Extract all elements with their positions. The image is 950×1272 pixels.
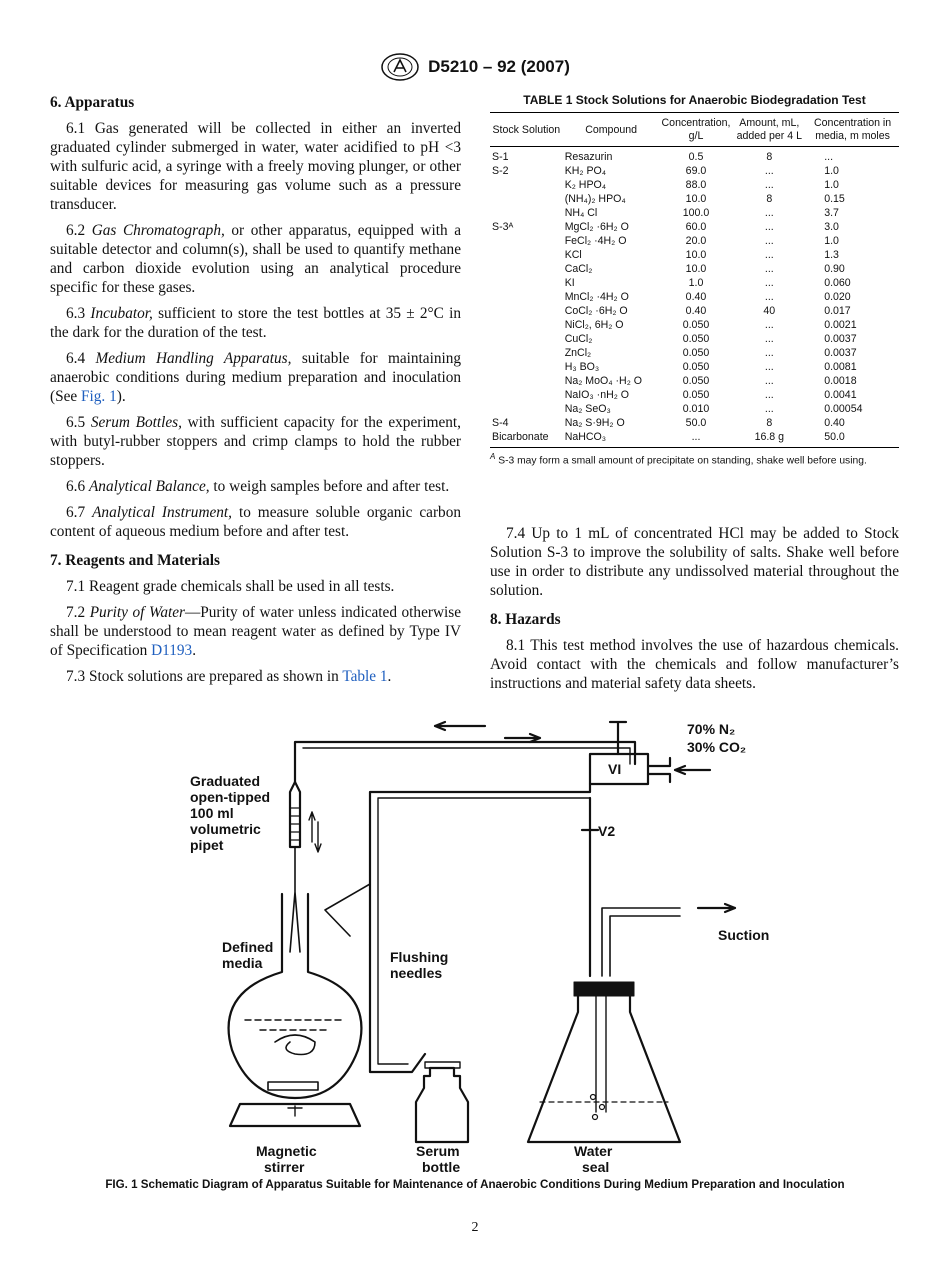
cell-amount: ... (764, 277, 774, 289)
suction-label: Suction (718, 927, 770, 943)
cell-amount: ... (764, 235, 774, 247)
figure-1-caption: FIG. 1 Schematic Diagram of Apparatus Suitable for Maintenance of Anaerobic Conditions During Medium Preparation and Inoculation (105, 1178, 845, 1191)
stock-solutions-table (490, 112, 899, 448)
cell-stock (490, 193, 563, 207)
cell-amount: ... (764, 221, 774, 233)
pipet-label-4: volumetric (190, 821, 261, 837)
cell-compound: MgCl₂ ·6H₂ O (564, 221, 629, 233)
cell-amount: ... (764, 319, 774, 331)
pipet-label-2: open-tipped (190, 789, 271, 805)
cell-medium: 1.3 (824, 249, 839, 261)
paragraph-6-3: 6.3 Incubator, sufficient to store the test bottles at 35 ± 2°C in the dark for the duration of the test. (50, 305, 461, 341)
cell-medium: 0.00054 (824, 403, 863, 415)
valve-v2-line (582, 798, 598, 976)
cell-conc: 0.010 (682, 403, 710, 415)
table-row (490, 361, 899, 375)
cell-compound: KCl (564, 249, 582, 261)
cell-medium: 1.0 (824, 179, 839, 191)
suction-arrow (698, 904, 735, 912)
cell-compound: ZnCl₂ (564, 347, 592, 359)
cell-stock (490, 305, 563, 319)
cell-amount: 8 (766, 417, 773, 429)
cell-stock: Bicarbonate (490, 431, 563, 448)
cell-stock: S-3ᴬ (492, 221, 514, 233)
table-row (490, 291, 899, 305)
cell-stock (490, 361, 563, 375)
astm-logo-icon (380, 52, 420, 82)
needles-label-2: needles (390, 965, 443, 981)
cell-conc: 10.0 (685, 193, 707, 205)
cell-conc: ... (660, 431, 733, 448)
header-concentration-media: Concentration in media, m moles (806, 113, 899, 147)
needles-label-1: Flushing (390, 949, 449, 965)
paragraph-7-2: 7.2 Purity of Water—Purity of water unless indicated otherwise shall be understood to mean reagent water as defined by Type IV of Specification D1193. (50, 604, 462, 659)
cell-stock (490, 291, 563, 305)
table-row (490, 193, 899, 207)
cell-conc: 88.0 (685, 179, 707, 191)
cell-amount: 8 (766, 151, 773, 163)
header-amount: Amount, mL, added per 4 L (732, 113, 806, 147)
cell-medium: 0.0037 (824, 333, 857, 345)
figure-1-link[interactable]: Fig. 1 (81, 388, 117, 405)
cell-medium: 1.0 (824, 235, 839, 247)
table-row (490, 333, 899, 347)
paragraph-6-5: 6.5 Serum Bottles, with sufficient capacity for the experiment, with butyl-rubber stoppers and crimp clamps to hold the rubber stoppers. (50, 414, 462, 469)
paragraph-6-6: 6.6 Analytical Balance, to weigh samples before and after test. (66, 478, 450, 495)
cell-stock (490, 235, 563, 249)
pipet (290, 782, 300, 847)
arrow-right-top (505, 734, 540, 742)
cell-amount: ... (764, 361, 774, 373)
section-6-title: 6. Apparatus (50, 94, 135, 111)
cell-conc: 0.050 (682, 389, 710, 401)
gas-inlet-arrow (675, 766, 710, 774)
table-row (490, 277, 899, 291)
page-header (0, 52, 950, 82)
seal-label-2: seal (582, 1159, 610, 1175)
cell-conc: 10.0 (685, 263, 707, 275)
cell-compound: NaHCO₃ (563, 431, 660, 448)
gas-mix-label-1: 70% N₂ (687, 721, 736, 737)
cell-amount: ... (764, 347, 774, 359)
term: Gas Chromatograph, (91, 222, 225, 239)
table-row (490, 165, 899, 179)
cell-compound: FeCl₂ ·4H₂ O (564, 235, 627, 247)
cell-stock (490, 319, 563, 333)
table-1-link[interactable]: Table 1 (342, 668, 388, 685)
cell-medium: 0.0041 (824, 389, 857, 401)
serum-bottle (416, 1068, 468, 1142)
cell-medium: 3.0 (824, 221, 839, 233)
cell-conc: 0.050 (682, 319, 710, 331)
cell-conc: 0.050 (682, 347, 710, 359)
cell-stock (490, 207, 563, 221)
media-label-1: Defined (222, 939, 274, 955)
table-row (490, 263, 899, 277)
d1193-link[interactable]: D1193 (151, 642, 193, 659)
table-row (490, 431, 899, 448)
cell-conc: 50.0 (685, 417, 707, 429)
document-designation: D5210 – 92 (2007) (428, 57, 570, 76)
cell-amount: ... (764, 333, 774, 345)
erlenmeyer-flask (528, 992, 680, 1142)
cell-medium: 0.90 (824, 263, 845, 275)
cell-medium: 0.0037 (824, 347, 857, 359)
cell-medium: 50.0 (806, 431, 899, 448)
stirrer-label-2: stirrer (264, 1159, 305, 1175)
cell-amount: ... (764, 389, 774, 401)
gas-mix-label-2: 30% CO₂ (687, 739, 747, 755)
cell-compound: CuCl₂ (564, 333, 593, 345)
term: Medium Handling Apparatus, (95, 350, 292, 367)
table-footnote: $^A$ S-3 may form a small amount of precipitate on standing, shake well before using. (490, 452, 867, 467)
cell-amount: ... (764, 207, 774, 219)
cell-medium: 0.0018 (824, 375, 857, 387)
header-stock-solution: Stock Solution (490, 113, 563, 147)
table-row (490, 305, 899, 319)
cell-amount: ... (764, 263, 774, 275)
cell-medium: 0.15 (824, 193, 845, 205)
table-row (490, 403, 899, 417)
cell-compound: K₂ HPO₄ (564, 179, 607, 191)
cell-stock: S-2 (492, 165, 509, 177)
stirrer-label-1: Magnetic (256, 1143, 317, 1159)
cell-conc: 0.050 (682, 375, 710, 387)
round-flask (229, 894, 362, 1098)
cell-compound: CoCl₂ ·6H₂ O (564, 305, 628, 317)
section-8-title: 8. Hazards (490, 611, 561, 628)
cell-amount: ... (764, 291, 774, 303)
cell-medium: ... (824, 151, 834, 163)
cell-amount: 16.8 g (732, 431, 806, 448)
table-row (490, 347, 899, 361)
paragraph-7-1: 7.1 Reagent grade chemicals shall be used in all tests. (66, 578, 395, 595)
cell-compound: MnCl₂ ·4H₂ O (564, 291, 629, 303)
table-row (490, 207, 899, 221)
table-row (490, 179, 899, 193)
table-row (490, 375, 899, 389)
cell-amount: ... (764, 179, 774, 191)
paragraph-7-3: 7.3 Stock solutions are prepared as shown in Table 1. (66, 668, 392, 685)
paragraph-7-4: 7.4 Up to 1 mL of concentrated HCl may be added to Stock Solution S-3 to improve the solubility of salts. Shake well before use in order to distribute any undissolved material throughout the solution. (490, 525, 899, 599)
table-header-row (490, 113, 899, 147)
left-column (50, 93, 461, 693)
bottle-label-2: bottle (422, 1159, 461, 1175)
paragraph-8-1: 8.1 This test method involves the use of hazardous chemicals. Avoid contact with the chemicals and follow manufacturer’s instructions and material safety data sheets. (490, 637, 899, 692)
table-row (490, 319, 899, 333)
cell-compound: Resazurin (564, 151, 613, 163)
table-row (490, 417, 899, 431)
table-1-block (490, 93, 899, 466)
paragraph-6-7: 6.7 Analytical Instrument, to measure soluble organic carbon content of aqueous medium before and after test. (50, 504, 461, 540)
header-concentration: Concentration, g/L (660, 113, 733, 147)
table-row (490, 147, 899, 166)
cell-stock (490, 249, 563, 263)
cell-conc: 0.40 (685, 305, 707, 317)
valve-v1-label: VI (608, 761, 622, 777)
cell-stock (490, 333, 563, 347)
cell-amount: ... (764, 403, 774, 415)
term: Analytical Instrument, (92, 504, 232, 521)
middle-gas-line (370, 784, 590, 1072)
cell-compound: Na₂ SeO₃ (564, 403, 611, 415)
pipet-label-3: 100 ml (190, 805, 234, 821)
term: Incubator, (90, 305, 153, 322)
table-row (490, 235, 899, 249)
cell-conc: 100.0 (682, 207, 710, 219)
cell-conc: 0.050 (682, 333, 710, 345)
valve-v2-label: V2 (598, 823, 616, 839)
table-1-title: TABLE 1 Stock Solutions for Anaerobic Biodegradation Test (523, 93, 866, 107)
figure-1-diagram (150, 712, 800, 1182)
cell-amount: 40 (763, 305, 776, 317)
right-column-text (490, 524, 899, 700)
paragraph-6-1: 6.1 Gas generated will be collected in either an inverted graduated cylinder submerged in water, water acidified to pH <3 with sulfuric acid, a syringe with a freely moving plunger, or other suitable devices for measuring gas volume such as a pressure transducer. (50, 120, 461, 213)
cell-conc: 0.40 (685, 291, 707, 303)
cell-conc: 10.0 (685, 249, 707, 261)
pipet-label-5: pipet (190, 837, 224, 853)
cell-amount: ... (764, 249, 774, 261)
cell-stock (490, 375, 563, 389)
table-row (490, 389, 899, 403)
cell-medium: 0.0081 (824, 361, 857, 373)
cell-amount: 8 (766, 193, 773, 205)
seal-label-1: Water (574, 1143, 613, 1159)
cell-amount: ... (764, 375, 774, 387)
cell-medium: 0.40 (824, 417, 845, 429)
header-compound: Compound (563, 113, 660, 147)
cell-conc: 69.0 (685, 165, 707, 177)
suction-line (602, 908, 680, 976)
table-row (490, 221, 899, 235)
cell-stock (490, 277, 563, 291)
term: Analytical Balance, (88, 478, 210, 495)
cell-medium: 0.020 (824, 291, 851, 303)
cell-stock (490, 263, 563, 277)
cell-compound: KI (564, 277, 575, 289)
cell-stock (490, 347, 563, 361)
section-7-title: 7. Reagents and Materials (50, 552, 220, 569)
cell-conc: 0.050 (682, 361, 710, 373)
pipet-label-1: Graduated (190, 773, 261, 789)
cell-compound: Na₂ MoO₄ ·H₂ O (564, 375, 642, 387)
page-number: 2 (471, 1220, 479, 1235)
cell-medium: 0.017 (824, 305, 851, 317)
cell-stock (490, 179, 563, 193)
media-label-2: media (222, 955, 263, 971)
cell-conc: 1.0 (688, 277, 704, 289)
cell-compound: Na₂ S·9H₂ O (564, 417, 625, 429)
paragraph-6-2: 6.2 Gas Chromatograph, or other apparatus, equipped with a suitable detector and column(s), shall be used to quantify methane and carbon dioxide evolution using an analytical procedure specific for these gases. (50, 222, 461, 296)
cell-stock: S-4 (492, 417, 509, 429)
cell-conc: 60.0 (685, 221, 707, 233)
arrow-left-top (435, 722, 485, 730)
cell-medium: 0.0021 (824, 319, 857, 331)
cell-stock (490, 389, 563, 403)
cell-conc: 0.5 (688, 151, 704, 163)
bottle-label-1: Serum (416, 1143, 460, 1159)
cell-compound: NH₄ Cl (564, 207, 598, 219)
cell-compound: KH₂ PO₄ (564, 165, 607, 177)
cell-compound: H₃ BO₃ (564, 361, 600, 373)
apparatus-diagram (150, 712, 800, 1178)
cell-medium: 1.0 (824, 165, 839, 177)
term: Purity of Water (89, 604, 185, 621)
paragraph-6-4: 6.4 Medium Handling Apparatus, suitable for maintaining anaerobic conditions during medium preparation and inoculation (See Fig. 1). (50, 350, 462, 405)
cell-stock: S-1 (492, 151, 509, 163)
cell-medium: 3.7 (824, 207, 839, 219)
cell-amount: ... (764, 165, 774, 177)
cell-stock (490, 403, 563, 417)
cell-compound: NaIO₃ ·nH₂ O (564, 389, 630, 401)
cell-compound: NiCl₂, 6H₂ O (564, 319, 624, 331)
cell-compound: CaCl₂ (564, 263, 593, 275)
table-row (490, 249, 899, 263)
cell-compound: (NH₄)₂ HPO₄ (564, 193, 626, 205)
cell-medium: 0.060 (824, 277, 851, 289)
term: Serum Bottles, (90, 414, 182, 431)
cell-conc: 20.0 (685, 235, 707, 247)
table-body (490, 147, 899, 448)
